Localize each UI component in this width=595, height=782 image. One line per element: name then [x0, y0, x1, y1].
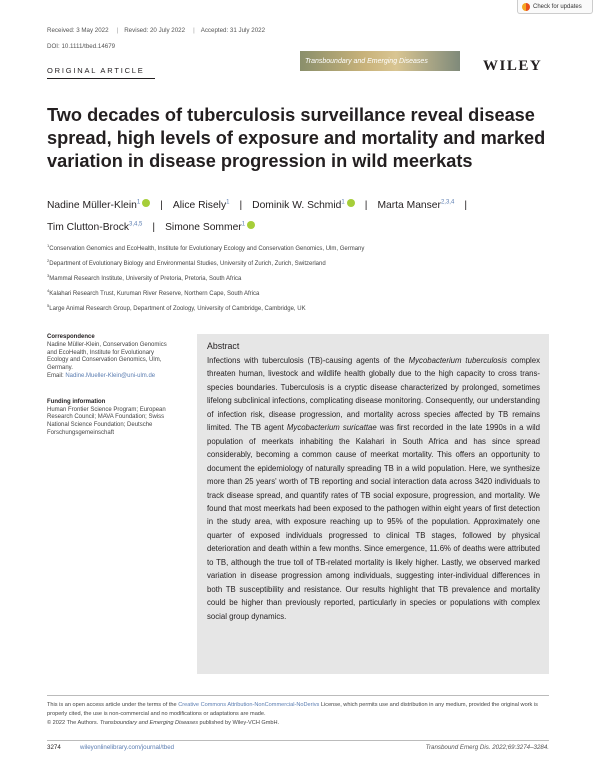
copyright-journal: Transboundary and Emerging Diseases: [99, 720, 198, 726]
check-updates-label: Check for updates: [533, 3, 582, 10]
check-for-updates-button[interactable]: [517, 0, 593, 14]
author-name: Simone Sommer: [165, 221, 242, 233]
publisher-logo: WILEY: [483, 58, 543, 74]
orcid-icon[interactable]: [142, 199, 150, 207]
separator: |: [160, 200, 163, 212]
side-column: [47, 334, 177, 438]
correspondence-section: [47, 334, 177, 381]
citation: Transbound Emerg Dis. 2022;69:3274–3284.: [425, 744, 549, 751]
divider: [47, 740, 549, 741]
journal-banner[interactable]: [300, 51, 460, 71]
author[interactable]: [47, 222, 142, 233]
affiliation-list: [47, 242, 567, 317]
separator: |: [239, 200, 243, 212]
funding-heading: Funding information: [47, 398, 106, 405]
page-number: 3274: [47, 744, 61, 751]
author-affiliation: 1: [136, 200, 141, 206]
author-name: Alice Risely: [172, 200, 227, 212]
article-dates: [47, 27, 273, 34]
license-notice: [47, 701, 549, 728]
abstract-heading: Abstract: [207, 341, 240, 351]
affiliation-number: 2: [47, 258, 50, 263]
separator: |: [152, 221, 156, 233]
license-text: License, which permits use and distribution in any medium, provided the original work is properly cited, the use is non-commercial and no modifications or adaptations are made.: [47, 702, 538, 717]
affiliation-number: 5: [47, 303, 50, 308]
orcid-icon[interactable]: [347, 199, 355, 207]
author-affiliation: 1: [341, 200, 345, 206]
journal-banner-title: Transboundary and Emerging Diseases: [305, 57, 428, 65]
received-date: Received: 3 May 2022: [47, 27, 109, 34]
crossmark-icon: [522, 3, 530, 11]
funding-text: Human Frontier Science Program; European Research Council; MAVA Foundation; Swiss National Science Foundation; Deutsche Forschungsgemeinschaft: [47, 406, 166, 436]
affiliation-text: Conservation Genomics and EcoHealth, Institute for Evolutionary Ecology and Conservation Genomics, Ulm, Germany: [49, 246, 365, 252]
author-affiliation: 3,4,5: [129, 221, 143, 228]
affiliation: [47, 287, 567, 302]
correspondence-text: Nadine Müller-Klein, Conservation Genomics and EcoHealth, Institute for Evolutionary Ecology and Conservation Genomics, Ulm, Germany.: [47, 341, 167, 372]
author-affiliation: 2,3,4: [440, 200, 455, 206]
copyright-text: © 2022 The Authors.: [47, 720, 100, 726]
license-text: This is an open access article under the terms of the: [47, 702, 179, 708]
abstract-text: Infections with tuberculosis (TB)-causing agents of the Mycobacterium tuberculosis complex threaten human, livestock and wildlife health globally due to the high capacity to cross trans-species boundaries. Tuberculosis is a cryptic disease characterized by prolonged, sometimes lifelong subclinical infections, complicating disease monitoring. Consequently, our understanding of infection risk, disease progression, and mortality across species affected by TB remains limited. The TB agent Mycobacterium suricattae was first recorded in the late 1990s in a wild population of meerkats inhabiting the Kalahari in South Africa and has since spread considerably, becoming a common cause of meerkat mortality. This offers an opportunity to document the epidemiology of naturally spreading TB in a wild population. Here, we synthesize more than 25 years' worth of TB reporting and social interaction data across 3420 individuals to track disease spread, and quantify rates of TB social exposure, progression, and mortality. We found that most meerkats had been exposed to the pathogen within eight years of first detection in the study area, with exposure reaching up to 95% of the population. Approximately one quarter of exposed individuals progressed to clinical TB stages, followed by physical deterioration and death within a few months. Since emergence, 11.6% of deaths were attributed to TB, although the true toll of TB-related mortality is likely higher. Lastly, we observed marked variation in disease progression among individuals, suggesting inter-individual differences in both TB susceptibility and resistance. Our results highlight that TB prevalence and mortality could be higher than previously reported, particularly in species or populations with complex social group dynamics.: [207, 356, 540, 621]
divider: [47, 695, 549, 696]
author-name: Marta Manser: [377, 200, 441, 212]
author-list: [47, 194, 567, 237]
affiliation-text: Large Animal Research Group, Department of Zoology, University of Cambridge, Cambridge, UK: [49, 306, 306, 312]
copyright-text: published by Wiley-VCH GmbH.: [198, 720, 280, 726]
separator: |: [464, 200, 468, 212]
separator: |: [364, 200, 368, 212]
affiliation-number: 3: [47, 273, 50, 278]
affiliation: [47, 302, 567, 317]
funding-section: [47, 399, 177, 438]
author-affiliation: 1: [226, 200, 230, 206]
revised-date: Revised: 20 July 2022: [124, 27, 186, 34]
author[interactable]: [165, 222, 255, 233]
affiliation: [47, 242, 567, 257]
doi[interactable]: DOI: 10.1111/tbed.14679: [47, 43, 116, 50]
correspondence-heading: Correspondence: [47, 334, 95, 340]
author[interactable]: [173, 200, 230, 211]
affiliation-text: Kalahari Research Trust, Kuruman River Reserve, Northern Cape, South Africa: [49, 291, 260, 297]
abstract-box: [197, 334, 549, 674]
separator: |: [193, 27, 195, 34]
journal-url-link[interactable]: wileyonlinelibrary.com/journal/tbed: [80, 744, 175, 751]
affiliation-number: 1: [47, 243, 50, 248]
author-name: Tim Clutton-Brock: [47, 221, 130, 233]
divider: [47, 78, 155, 79]
author[interactable]: [377, 200, 454, 211]
orcid-icon[interactable]: [247, 221, 255, 229]
separator: |: [116, 27, 119, 34]
affiliation: [47, 257, 567, 272]
accepted-date: Accepted: 31 July 2022: [200, 27, 266, 34]
affiliation: [47, 272, 567, 287]
license-link[interactable]: Creative Commons Attribution-NonCommercial-NoDerivs: [178, 702, 320, 708]
article-type: ORIGINAL ARTICLE: [47, 66, 145, 75]
email-link[interactable]: Nadine.Mueller-Klein@uni-ulm.de: [65, 372, 156, 379]
affiliation-text: Mammal Research Institute, University of Pretoria, Pretoria, South Africa: [49, 276, 242, 282]
affiliation-text: Department of Evolutionary Biology and Environmental Studies, University of Zurich, Zurich, Switzerland: [49, 261, 326, 267]
author[interactable]: [47, 200, 150, 211]
affiliation-number: 4: [47, 288, 50, 293]
article-title: Two decades of tuberculosis surveillance reveal disease spread, high levels of exposure and mortality and marked variation in disease progression in wild meerkats: [47, 105, 546, 171]
author-name: Dominik W. Schmid: [252, 200, 342, 212]
author-affiliation: 1: [241, 221, 246, 228]
email-label: Email:: [47, 372, 66, 379]
correspondence-email: [47, 373, 177, 381]
author-name: Nadine Müller-Klein: [47, 200, 137, 212]
author[interactable]: [252, 200, 355, 211]
